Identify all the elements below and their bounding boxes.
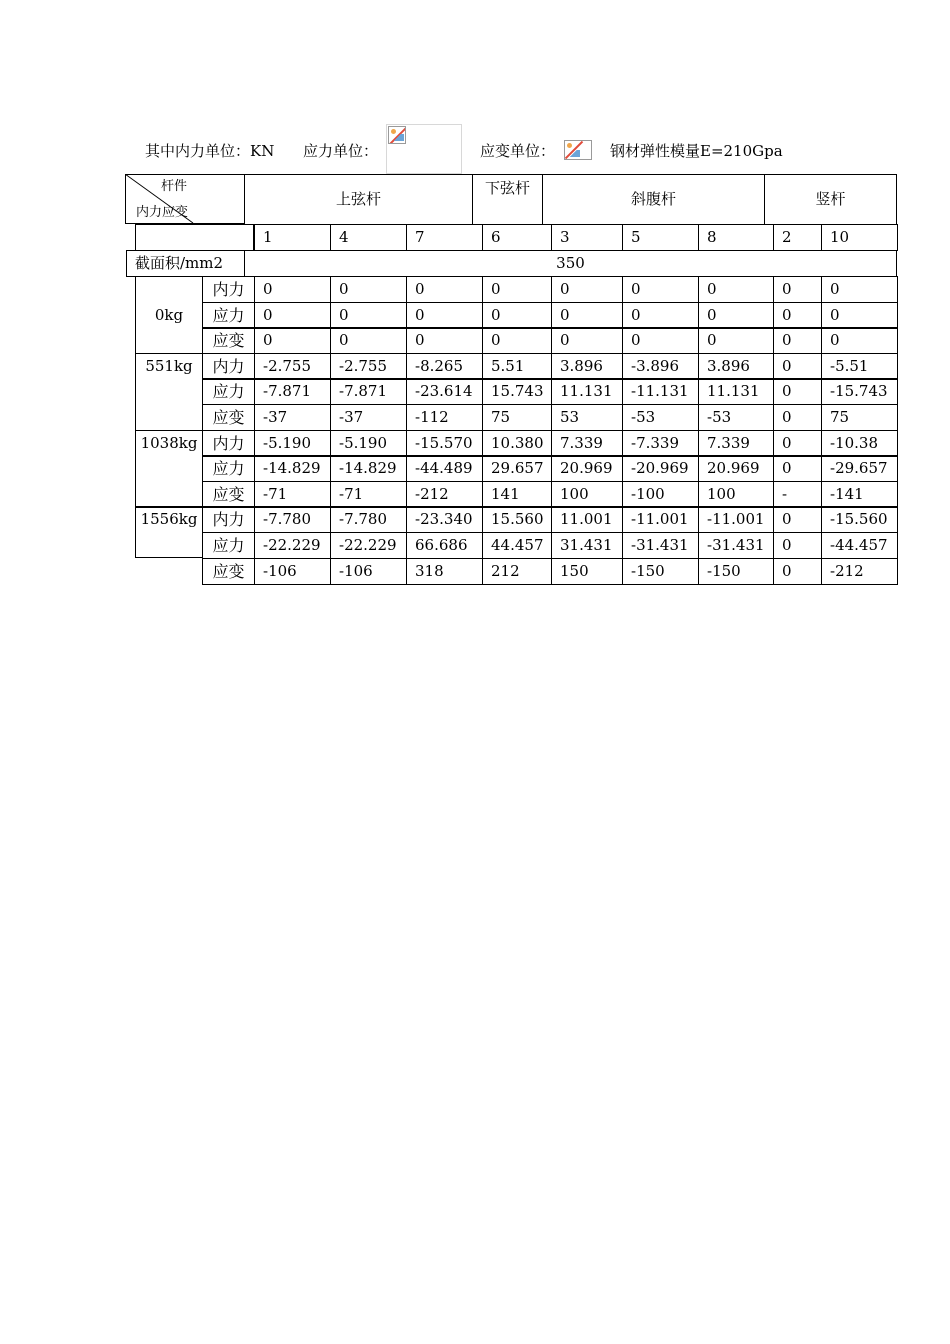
table-cell: -141: [821, 481, 898, 508]
row-label: 应力: [202, 455, 255, 482]
table-cell: 7.339: [698, 430, 774, 457]
table-cell: 53: [551, 404, 623, 431]
row-label: 应变: [202, 558, 255, 585]
member-number: 8: [698, 224, 774, 251]
table-cell: -22.229: [330, 532, 407, 559]
table-cell: 0: [821, 276, 898, 303]
table-cell: 5.51: [482, 353, 552, 380]
table-cell: -31.431: [698, 532, 774, 559]
table-cell: -100: [622, 481, 699, 508]
table-cell: -5.190: [330, 430, 407, 457]
table-cell: -7.871: [254, 378, 331, 405]
table-cell: 0: [551, 327, 623, 354]
table-cell: 0: [330, 327, 407, 354]
table-cell: 0: [773, 506, 822, 533]
table-cell: 0: [406, 276, 483, 303]
table-cell: 20.969: [551, 455, 623, 482]
table-cell: 0: [622, 327, 699, 354]
table-cell: 212: [482, 558, 552, 585]
row-label: 应变: [202, 404, 255, 431]
member-number: 6: [482, 224, 552, 251]
row-label: 应变: [202, 327, 255, 354]
table-cell: -15.743: [821, 378, 898, 405]
table-cell: 10.380: [482, 430, 552, 457]
table-cell: -44.457: [821, 532, 898, 559]
table-cell: -150: [698, 558, 774, 585]
row-label: 应力: [202, 302, 255, 329]
table-cell: -11.131: [622, 378, 699, 405]
table-cell: 0: [622, 302, 699, 329]
table-cell: 0: [406, 302, 483, 329]
area-value: 350: [244, 250, 897, 277]
table-cell: 0: [551, 302, 623, 329]
table-cell: 66.686: [406, 532, 483, 559]
table-cell: -29.657: [821, 455, 898, 482]
table-cell: -212: [406, 481, 483, 508]
table-cell: -23.614: [406, 378, 483, 405]
table-cell: 318: [406, 558, 483, 585]
table-cell: -3.896: [622, 353, 699, 380]
table-cell: 0: [551, 276, 623, 303]
table-cell: -71: [254, 481, 331, 508]
table-cell: 31.431: [551, 532, 623, 559]
table-cell: 0: [773, 327, 822, 354]
table-cell: 0: [482, 276, 552, 303]
table-cell: 11.131: [698, 378, 774, 405]
broken-image-icon: [388, 126, 406, 144]
table-cell: 100: [551, 481, 623, 508]
force-unit-label: 其中内力单位：KN: [145, 142, 275, 160]
table-cell: -10.38: [821, 430, 898, 457]
table-cell: -106: [254, 558, 331, 585]
table-cell: -7.780: [254, 506, 331, 533]
row-label: 应力: [202, 532, 255, 559]
table-cell: -8.265: [406, 353, 483, 380]
table-cell: 0: [773, 378, 822, 405]
table-cell: 0: [254, 276, 331, 303]
table-cell: 44.457: [482, 532, 552, 559]
strain-unit-label: 应变单位：: [480, 142, 556, 160]
table-cell: -14.829: [254, 455, 331, 482]
table-cell: -53: [698, 404, 774, 431]
table-cell: 0: [330, 276, 407, 303]
stress-unit-label: 应力单位：: [303, 142, 379, 160]
area-label: 截面积/mm2: [126, 250, 245, 277]
table-cell: -5.190: [254, 430, 331, 457]
diagonal-header-cell: [125, 174, 245, 224]
table-cell: 0: [698, 302, 774, 329]
table-cell: -11.001: [698, 506, 774, 533]
table-cell: 11.131: [551, 378, 623, 405]
table-cell: -71: [330, 481, 407, 508]
member-number: 10: [821, 224, 898, 251]
member-number-blank: [135, 224, 254, 251]
row-label: 内力: [202, 353, 255, 380]
table-cell: -7.780: [330, 506, 407, 533]
table-cell: 0: [482, 327, 552, 354]
member-number: 1: [254, 224, 331, 251]
group-header-diagonal-web: 斜腹杆: [542, 174, 765, 225]
table-cell: -112: [406, 404, 483, 431]
member-number: 5: [622, 224, 699, 251]
group-header-top-chord: 上弦杆: [244, 174, 473, 225]
table-cell: 0: [773, 353, 822, 380]
table-cell: -150: [622, 558, 699, 585]
table-cell: 0: [773, 302, 822, 329]
table-cell: -37: [254, 404, 331, 431]
table-cell: 0: [622, 276, 699, 303]
table-cell: 0: [254, 302, 331, 329]
row-label: 应力: [202, 378, 255, 405]
table-cell: -15.560: [821, 506, 898, 533]
table-cell: 0: [773, 455, 822, 482]
broken-image-icon: [564, 140, 592, 160]
table-cell: -106: [330, 558, 407, 585]
table-cell: -2.755: [254, 353, 331, 380]
member-number: 4: [330, 224, 407, 251]
table-cell: -2.755: [330, 353, 407, 380]
table-cell: -37: [330, 404, 407, 431]
table-cell: 7.339: [551, 430, 623, 457]
table-cell: 0: [698, 327, 774, 354]
table-cell: -44.489: [406, 455, 483, 482]
table-cell: 15.743: [482, 378, 552, 405]
table-cell: -: [773, 481, 822, 508]
table-cell: 29.657: [482, 455, 552, 482]
table-cell: 0: [773, 404, 822, 431]
table-cell: 150: [551, 558, 623, 585]
table-cell: -22.229: [254, 532, 331, 559]
table-cell: -7.871: [330, 378, 407, 405]
group-header-vertical: 竖杆: [764, 174, 897, 225]
table-cell: 0: [330, 302, 407, 329]
table-cell: -7.339: [622, 430, 699, 457]
diagonal-header-top: 杆件: [161, 179, 188, 194]
table-cell: -15.570: [406, 430, 483, 457]
row-label: 内力: [202, 276, 255, 303]
table-cell: 0: [773, 430, 822, 457]
units-line: [145, 122, 905, 174]
table-cell: 0: [406, 327, 483, 354]
table-cell: 0: [773, 558, 822, 585]
table-cell: 0: [698, 276, 774, 303]
table-cell: 0: [773, 532, 822, 559]
row-label: 应变: [202, 481, 255, 508]
table-cell: 0: [821, 327, 898, 354]
table-cell: 0: [254, 327, 331, 354]
modulus-label: 钢材弹性模量E=210Gpa: [610, 142, 783, 160]
member-number: 2: [773, 224, 822, 251]
table-cell: -53: [622, 404, 699, 431]
row-label: 内力: [202, 430, 255, 457]
load-label: 551kg: [135, 353, 203, 431]
table-cell: 75: [821, 404, 898, 431]
table-cell: 100: [698, 481, 774, 508]
table-cell: -5.51: [821, 353, 898, 380]
table-cell: 11.001: [551, 506, 623, 533]
diagonal-header-bottom: 内力应变: [136, 205, 189, 220]
member-number: 7: [406, 224, 483, 251]
load-label: 1038kg: [135, 430, 203, 508]
row-label: 内力: [202, 506, 255, 533]
table-cell: 0: [482, 302, 552, 329]
table-cell: -23.340: [406, 506, 483, 533]
table-cell: 75: [482, 404, 552, 431]
table-cell: 0: [821, 302, 898, 329]
group-header-bottom-chord: 下弦杆: [472, 174, 543, 225]
table-cell: 3.896: [698, 353, 774, 380]
load-label: 1556kg: [135, 506, 203, 558]
table-cell: 0: [773, 276, 822, 303]
table-cell: -20.969: [622, 455, 699, 482]
member-number: 3: [551, 224, 623, 251]
load-label: 0kg: [135, 276, 203, 354]
table-cell: -14.829: [330, 455, 407, 482]
table-cell: -212: [821, 558, 898, 585]
table-cell: 20.969: [698, 455, 774, 482]
table-cell: 3.896: [551, 353, 623, 380]
table-cell: -11.001: [622, 506, 699, 533]
table-cell: 141: [482, 481, 552, 508]
table-cell: -31.431: [622, 532, 699, 559]
table-cell: 15.560: [482, 506, 552, 533]
